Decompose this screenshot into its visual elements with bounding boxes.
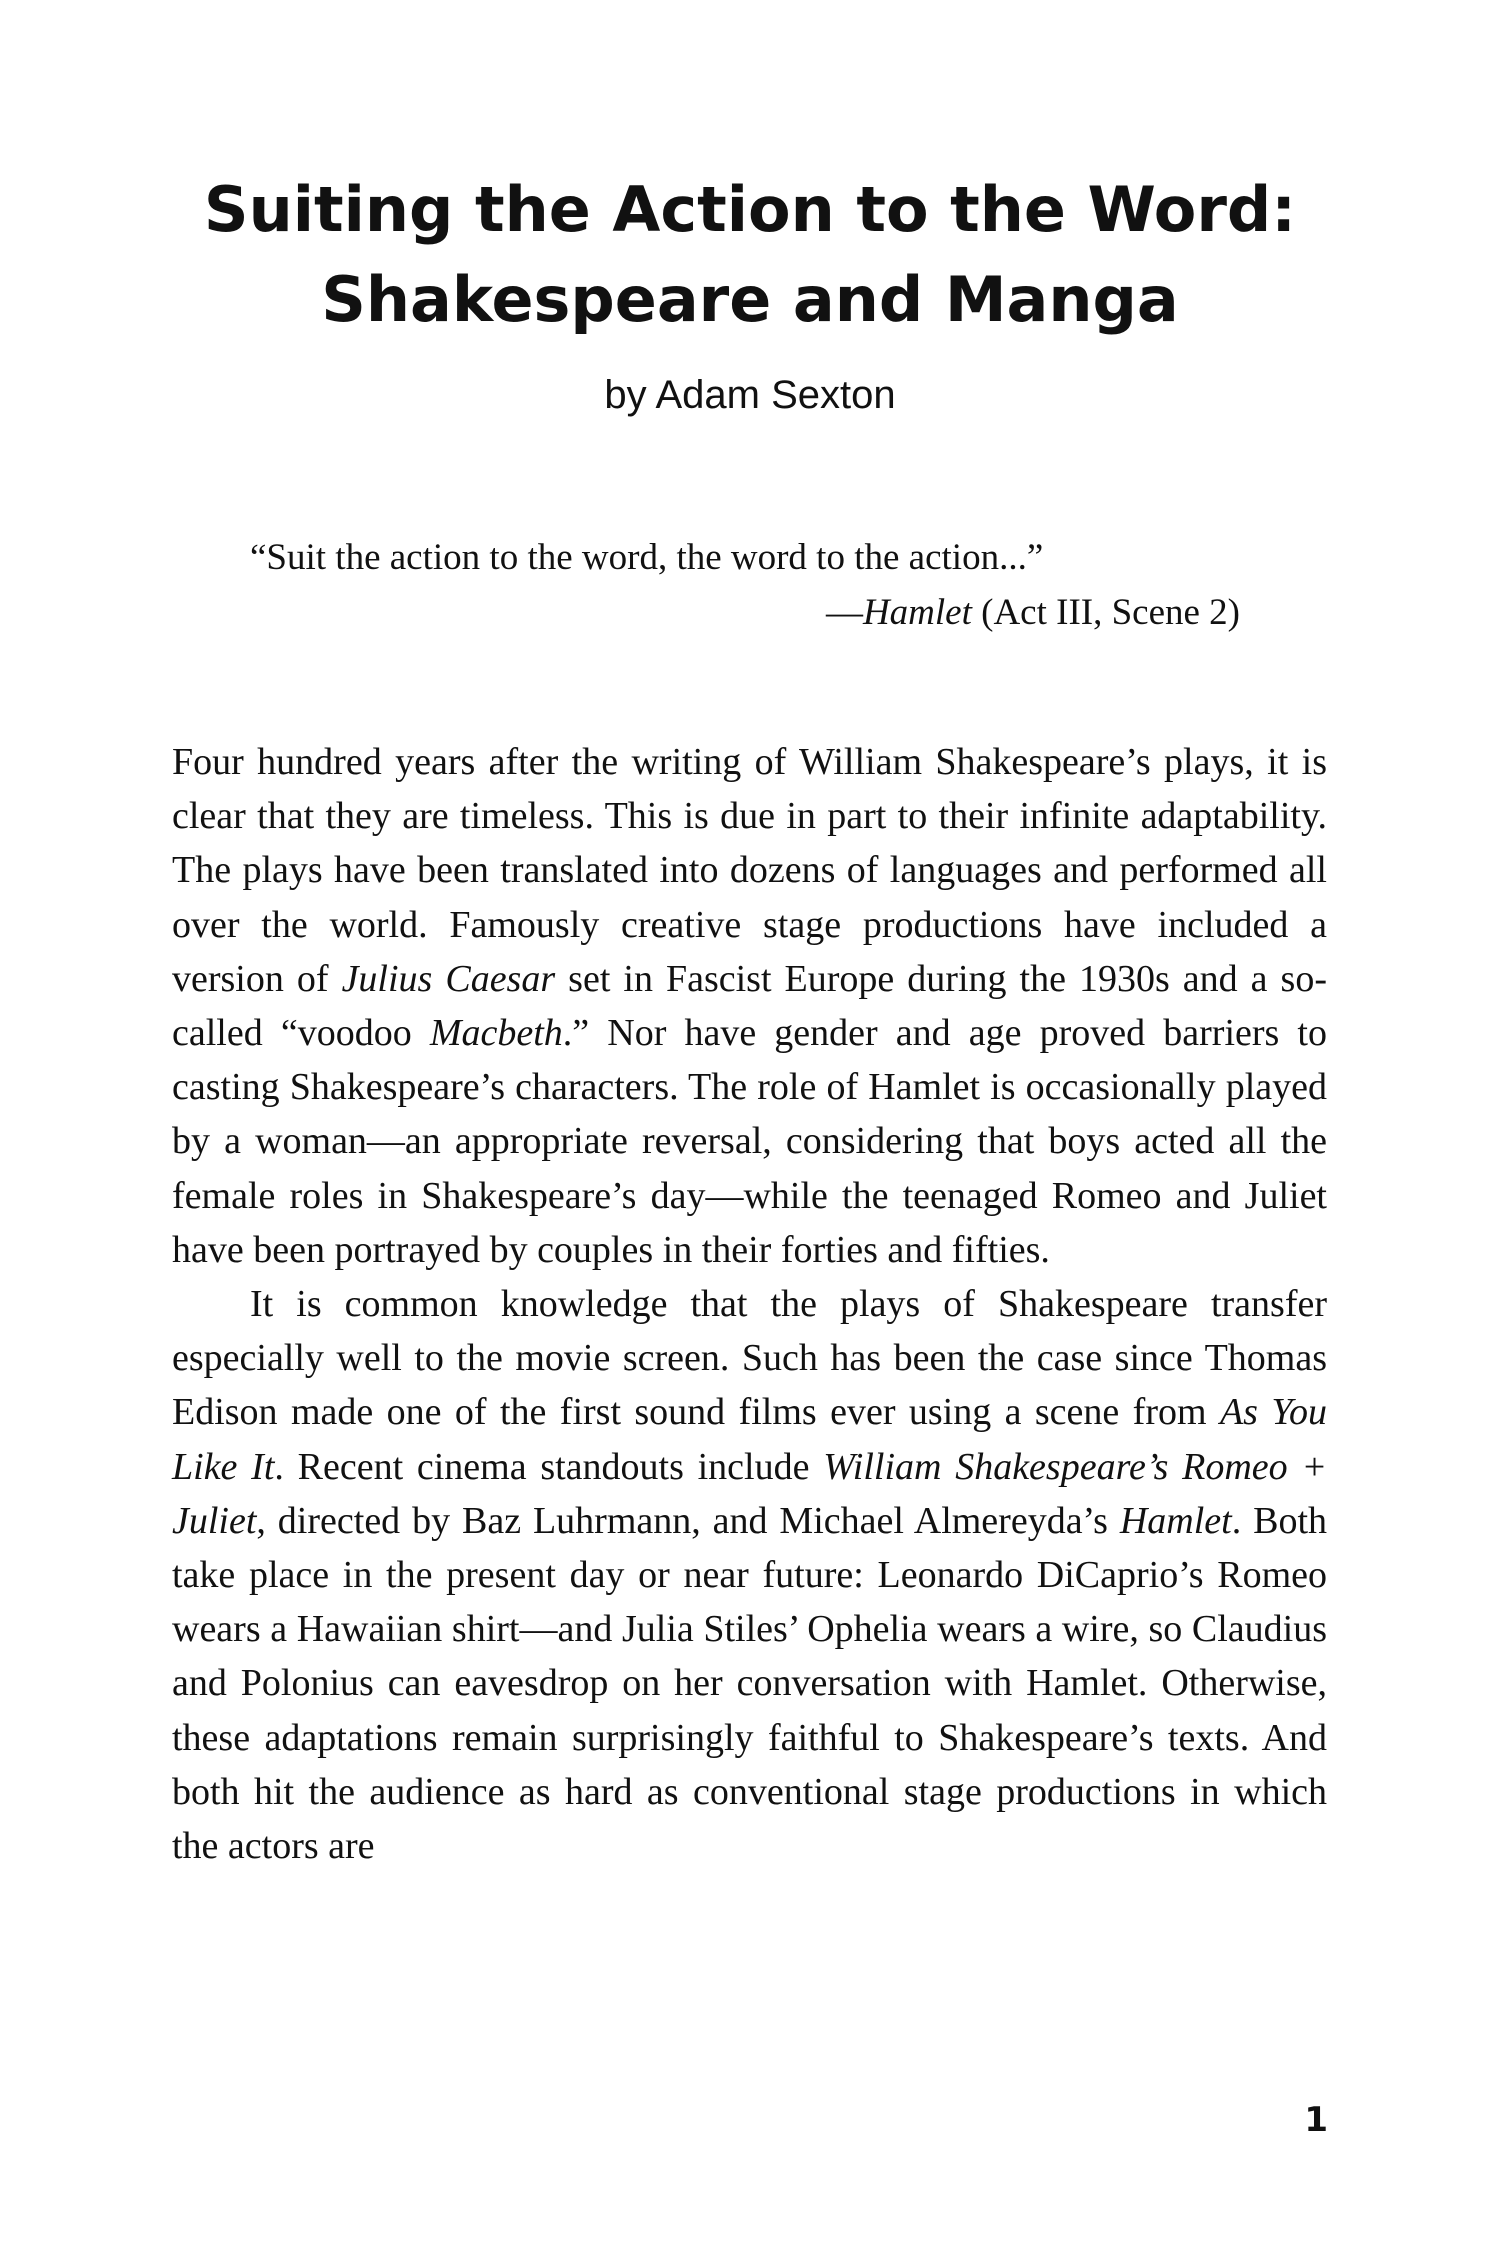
epigraph-attribution xyxy=(250,585,1240,640)
paragraph-2-text-a: It is common knowledge that the plays of Shakespeare transfer especially well to the movie screen. Such has been the case since Thomas Edison made one of the first sound films ever using a scene from xyxy=(172,1283,1327,1434)
byline: by Adam Sexton xyxy=(604,373,896,417)
paragraph-1-text-c: .” Nor have gender and age proved barriers to casting Shakespeare’s characters. The role of Hamlet is occasionally played by a woman—an appropriate reversal, considering that boys acted all the female roles in Shakespeare’s day—while the teenaged Romeo and Juliet have been portrayed by couples in their forties and fifties. xyxy=(172,1012,1327,1271)
attribution-location: (Act III, Scene 2) xyxy=(971,592,1240,633)
paragraph-1-text-b: set in Fascist Europe during the 1930s and a so-called “voodoo xyxy=(172,957,1327,1055)
title-hamlet: Hamlet xyxy=(1119,1499,1232,1542)
paragraph-1 xyxy=(172,735,1327,1277)
article-title-line-1: Suiting the Action to the Word: xyxy=(203,173,1297,246)
title-as-you-like-it: As You Like It xyxy=(172,1391,1327,1488)
paragraph-2-text-b: . Recent cinema standouts include xyxy=(274,1445,824,1488)
paragraph-1-text-a: Four hundred years after the writing of William Shakespeare’s plays, it is clear that they are timeless. This is due in part to their infinite adaptability. The plays have been translated into dozens of languages and performed all over the world. Famously creative stage productions have included a version of xyxy=(172,741,1327,1000)
paragraph-2-text-d: . Both take place in the present day or near future: Leonardo DiCaprio’s Romeo wears a Hawaiian shirt—and Julia Stiles’ Ophelia wears a wire, so Claudius and Polonius can eavesdrop on her conversation with Hamlet. Otherwise, these adaptations remain surprisingly faithful to Shakespeare’s texts. And both hit the audience as hard as conventional stage productions in which the actors are xyxy=(172,1499,1327,1868)
title-macbeth: Macbeth xyxy=(429,1012,563,1055)
title-romeo-juliet: William Shakespeare’s Romeo + Juliet xyxy=(172,1445,1328,1542)
page-number: 1 xyxy=(1304,2100,1328,2140)
article-body xyxy=(172,735,1327,1873)
attribution-work: Hamlet xyxy=(862,592,972,633)
paragraph-2 xyxy=(172,1277,1327,1873)
attribution-dash: — xyxy=(825,592,863,633)
article-title xyxy=(150,165,1350,345)
paragraph-2-text-c: , directed by Baz Luhrmann, and Michael Almereyda’s xyxy=(256,1499,1120,1542)
article-title-line-2: Shakespeare and Manga xyxy=(321,263,1179,336)
epigraph xyxy=(250,530,1240,640)
epigraph-quote: “Suit the action to the word, the word to the action...” xyxy=(250,537,1044,578)
title-julius-caesar: Julius Caesar xyxy=(341,957,556,1000)
